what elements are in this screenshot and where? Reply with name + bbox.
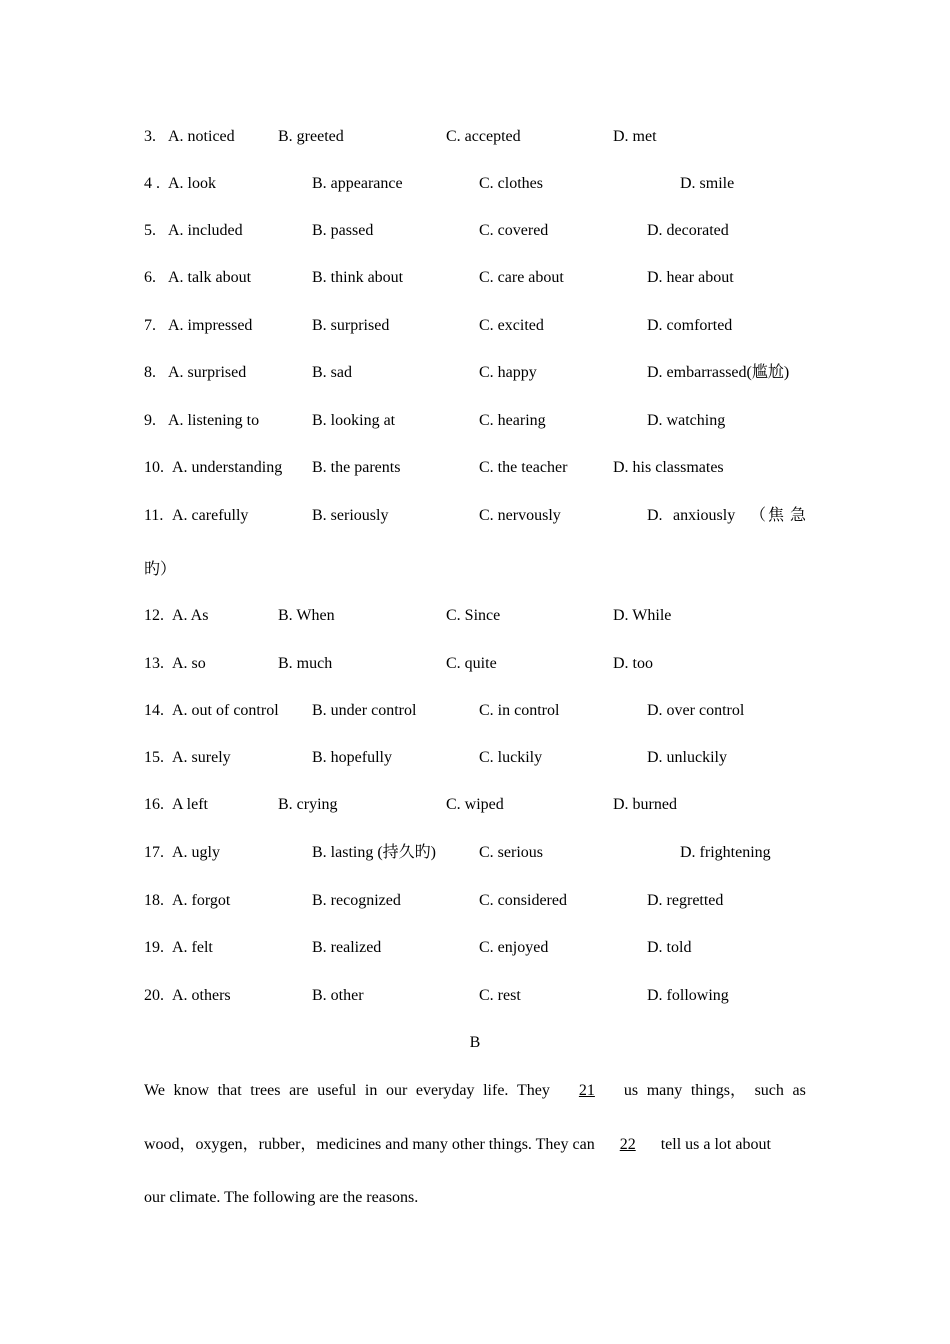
option-d: D. unluckily bbox=[647, 749, 727, 766]
question-row bbox=[0, 505, 950, 527]
question-row bbox=[0, 457, 950, 479]
option-d: D. While bbox=[613, 607, 672, 624]
option-d-gloss: 焦 bbox=[768, 507, 785, 524]
option-a: A. look bbox=[168, 175, 216, 192]
question-row bbox=[0, 126, 950, 148]
option-b: B. much bbox=[278, 655, 333, 672]
question-number: 9. bbox=[144, 412, 156, 429]
option-b: B. other bbox=[312, 987, 364, 1004]
question-row bbox=[0, 267, 950, 289]
question-number: 18. bbox=[144, 892, 164, 909]
option-b: B. seriously bbox=[312, 507, 389, 524]
word: We bbox=[144, 1082, 165, 1099]
option-d-gloss: 急 bbox=[790, 507, 807, 524]
word: that bbox=[217, 1082, 242, 1099]
option-b: B. the parents bbox=[312, 459, 401, 476]
option-c: C. serious bbox=[479, 844, 543, 861]
question-number: 14. bbox=[144, 702, 164, 719]
option-c: C. excited bbox=[479, 317, 544, 334]
option-c: C. clothes bbox=[479, 175, 543, 192]
question-number: 13. bbox=[144, 655, 164, 672]
option-d-paren: （ bbox=[750, 507, 767, 524]
word: trees bbox=[250, 1082, 281, 1099]
option-d: D. told bbox=[647, 939, 692, 956]
option-d: D. watching bbox=[647, 412, 726, 429]
option-a: A. listening to bbox=[168, 412, 260, 429]
paragraph-line: our climate. The following are the reasons. bbox=[144, 1189, 419, 1206]
option-b: B. greeted bbox=[278, 128, 344, 145]
paragraph-text: tell us a lot about bbox=[660, 1136, 771, 1153]
option-d: D. met bbox=[613, 128, 657, 145]
option-b: B. hopefully bbox=[312, 749, 392, 766]
question-number: 6. bbox=[144, 269, 156, 286]
option-a: A. ugly bbox=[172, 844, 220, 861]
option-c: C. care about bbox=[479, 269, 564, 286]
word: life. bbox=[483, 1082, 509, 1099]
word: in bbox=[364, 1082, 378, 1099]
option-c: C. nervously bbox=[479, 507, 561, 524]
option-a: A. carefully bbox=[172, 507, 249, 524]
option-c: C. accepted bbox=[446, 128, 521, 145]
question-number: 3. bbox=[144, 128, 156, 145]
option-b: B. sad bbox=[312, 364, 352, 381]
option-d-gloss-end: 旳） bbox=[144, 561, 177, 578]
question-number: 12. bbox=[144, 607, 164, 624]
option-d: D. comforted bbox=[647, 317, 733, 334]
question-row bbox=[0, 173, 950, 195]
option-d: D. following bbox=[647, 987, 729, 1004]
option-c: C. happy bbox=[479, 364, 537, 381]
option-a: A. so bbox=[172, 655, 206, 672]
option-c: C. rest bbox=[479, 987, 521, 1004]
word: things， bbox=[690, 1082, 746, 1099]
option-a: A. noticed bbox=[168, 128, 235, 145]
option-b: B. realized bbox=[312, 939, 382, 956]
question-row bbox=[0, 362, 950, 384]
option-d: D. burned bbox=[613, 796, 677, 813]
option-d: D. his classmates bbox=[613, 459, 724, 476]
word: as bbox=[792, 1082, 806, 1099]
option-a: A. out of control bbox=[172, 702, 279, 719]
option-d: D. too bbox=[613, 655, 653, 672]
section-heading: B bbox=[469, 1034, 481, 1051]
question-number: 16. bbox=[144, 796, 164, 813]
word: us bbox=[623, 1082, 639, 1099]
question-row bbox=[0, 605, 950, 627]
option-d-text: anxiously bbox=[673, 507, 736, 524]
option-c: C. hearing bbox=[479, 412, 546, 429]
question-number: 20. bbox=[144, 987, 164, 1004]
word: such bbox=[754, 1082, 784, 1099]
option-a: A. As bbox=[172, 607, 209, 624]
option-a: A. others bbox=[172, 987, 231, 1004]
option-c: C. covered bbox=[479, 222, 549, 239]
question-row bbox=[0, 653, 950, 675]
option-a: A. felt bbox=[172, 939, 213, 956]
option-b: B. When bbox=[278, 607, 335, 624]
option-d: D. frightening bbox=[680, 844, 771, 861]
question-number: 17. bbox=[144, 844, 164, 861]
option-b: B. appearance bbox=[312, 175, 403, 192]
option-c: C. in control bbox=[479, 702, 560, 719]
option-b: B. think about bbox=[312, 269, 404, 286]
question-row-continuation bbox=[0, 559, 950, 581]
question-row bbox=[0, 794, 950, 816]
option-d: D. decorated bbox=[647, 222, 729, 239]
question-number: 4 . bbox=[144, 175, 160, 192]
question-number: 15. bbox=[144, 749, 164, 766]
option-b: B. looking at bbox=[312, 412, 396, 429]
word: know bbox=[173, 1082, 210, 1099]
option-a: A. surely bbox=[172, 749, 231, 766]
option-d: D. smile bbox=[680, 175, 735, 192]
question-number: 8. bbox=[144, 364, 156, 381]
paragraph-line bbox=[144, 1080, 806, 1102]
question-number: 11. bbox=[144, 507, 164, 524]
word: our bbox=[385, 1082, 408, 1099]
answer-blank-22: 22 bbox=[619, 1136, 636, 1153]
word: many bbox=[646, 1082, 683, 1099]
option-c: C. considered bbox=[479, 892, 567, 909]
option-d: D. regretted bbox=[647, 892, 724, 909]
option-d: D. hear about bbox=[647, 269, 734, 286]
option-d: D. over control bbox=[647, 702, 745, 719]
option-a: A left bbox=[172, 796, 208, 813]
option-a: A. impressed bbox=[168, 317, 253, 334]
word: are bbox=[289, 1082, 309, 1099]
option-a: A. talk about bbox=[168, 269, 252, 286]
option-b: B. passed bbox=[312, 222, 374, 239]
option-b: B. recognized bbox=[312, 892, 401, 909]
question-row bbox=[0, 747, 950, 769]
question-row bbox=[0, 700, 950, 722]
option-c: C. quite bbox=[446, 655, 497, 672]
option-b: B. surprised bbox=[312, 317, 390, 334]
option-a: A. forgot bbox=[172, 892, 231, 909]
paragraph-line bbox=[144, 1134, 806, 1156]
question-row bbox=[0, 410, 950, 432]
option-b: B. lasting (持久旳) bbox=[312, 844, 436, 861]
option-c: C. enjoyed bbox=[479, 939, 549, 956]
word: everyday bbox=[415, 1082, 475, 1099]
option-d: D. embarrassed(尴尬) bbox=[647, 364, 790, 381]
question-row bbox=[0, 220, 950, 242]
option-a: A. understanding bbox=[172, 459, 283, 476]
option-b: B. crying bbox=[278, 796, 338, 813]
question-row bbox=[0, 842, 950, 864]
question-row bbox=[0, 985, 950, 1007]
option-c: C. luckily bbox=[479, 749, 543, 766]
word: useful bbox=[317, 1082, 357, 1099]
blank-group bbox=[517, 1080, 638, 1102]
paragraph-text: wood，oxygen，rubber，medicines and many other things. They can bbox=[144, 1136, 595, 1153]
question-number: 7. bbox=[144, 317, 156, 334]
question-number: 5. bbox=[144, 222, 156, 239]
option-d-label: D. bbox=[647, 507, 663, 524]
word: They bbox=[517, 1082, 550, 1099]
option-a: A. surprised bbox=[168, 364, 247, 381]
question-number: 10. bbox=[144, 459, 164, 476]
option-c: C. the teacher bbox=[479, 459, 568, 476]
question-number: 19. bbox=[144, 939, 164, 956]
option-c: C. Since bbox=[446, 607, 501, 624]
option-a: A. included bbox=[168, 222, 243, 239]
question-row bbox=[0, 890, 950, 912]
option-b: B. under control bbox=[312, 702, 417, 719]
question-row bbox=[0, 937, 950, 959]
option-c: C. wiped bbox=[446, 796, 504, 813]
answer-blank-21: 21 bbox=[578, 1082, 595, 1099]
question-row bbox=[0, 315, 950, 337]
